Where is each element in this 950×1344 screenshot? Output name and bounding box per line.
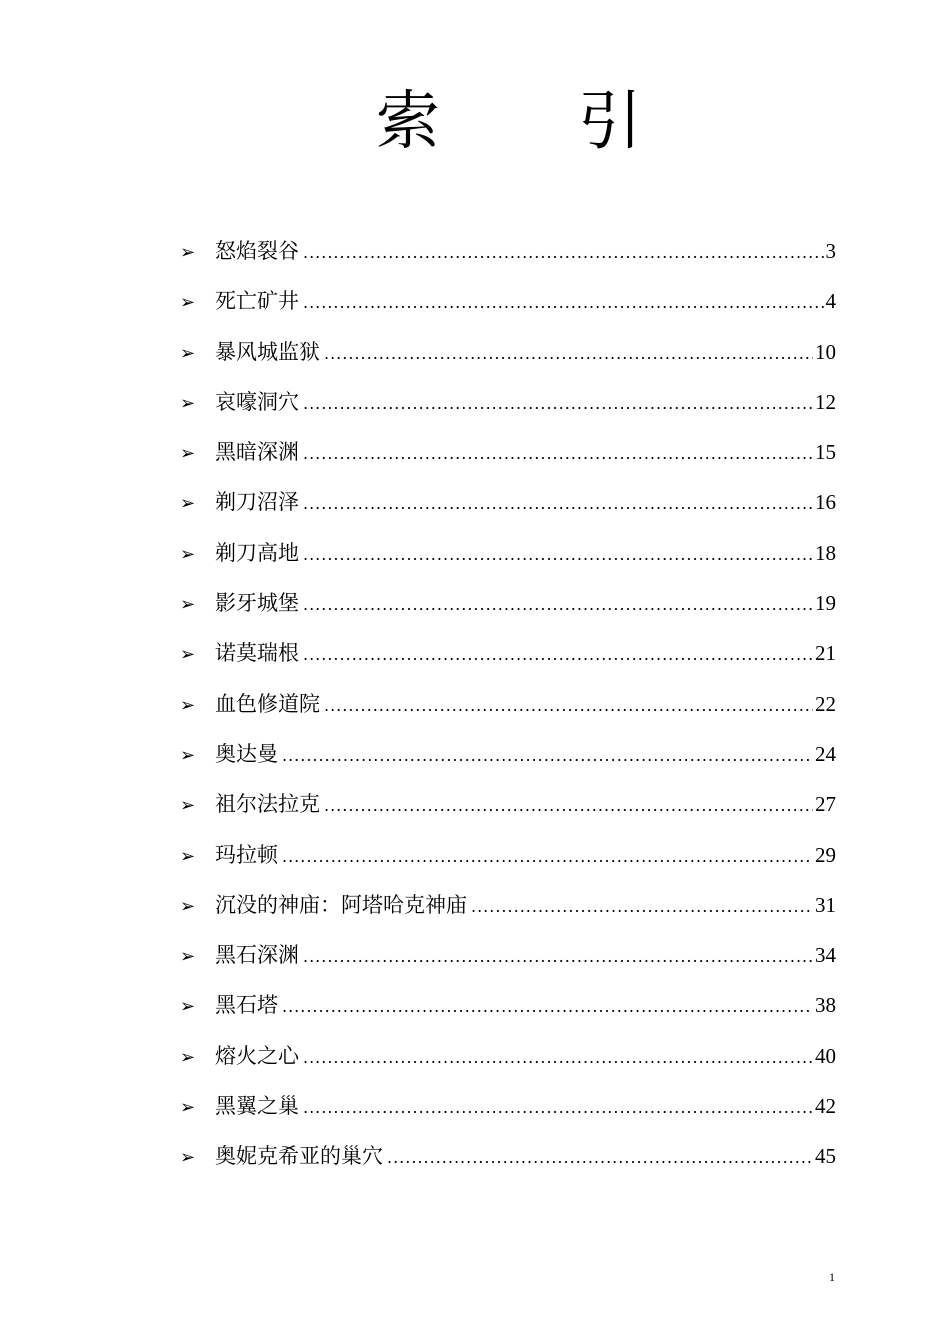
dot-leader: [303, 230, 824, 276]
toc-entry-label: 熔火之心: [215, 1043, 299, 1068]
toc-entry-label: 黑石塔: [215, 993, 278, 1018]
arrow-bullet-icon: ➢: [180, 744, 196, 766]
dot-leader: [303, 582, 813, 628]
toc-entry[interactable]: [180, 479, 836, 529]
toc-entry-page: 45: [815, 1144, 836, 1169]
toc-entry-label: 祖尔法拉克: [215, 792, 320, 817]
dot-leader: [387, 1135, 813, 1181]
toc-entry[interactable]: [180, 530, 836, 580]
toc-entry-label: 黑暗深渊: [215, 440, 299, 465]
arrow-bullet-icon: ➢: [180, 342, 196, 364]
arrow-bullet-icon: ➢: [180, 795, 196, 817]
dot-leader: [303, 431, 813, 477]
dot-leader: [303, 632, 813, 678]
toc-entry-label: 哀嚎洞穴: [215, 389, 299, 414]
toc-entry-label: 奥达曼: [215, 741, 278, 766]
title-char-2: 引: [578, 85, 642, 159]
toc-entry-page: 42: [815, 1094, 836, 1119]
dot-leader: [324, 783, 813, 829]
toc-entry-label: 血色修道院: [215, 691, 320, 716]
toc-entry-page: 31: [815, 892, 836, 917]
dot-leader: [303, 381, 813, 427]
toc-entry-label: 死亡矿井: [215, 289, 299, 314]
toc-entry[interactable]: [180, 731, 836, 781]
arrow-bullet-icon: ➢: [180, 292, 196, 314]
toc-entry-page: 18: [815, 540, 836, 565]
arrow-bullet-icon: ➢: [180, 1147, 196, 1169]
toc-entry[interactable]: [180, 781, 836, 831]
dot-leader: [324, 331, 813, 377]
arrow-bullet-icon: ➢: [180, 543, 196, 565]
arrow-bullet-icon: ➢: [180, 996, 196, 1018]
toc-entry-label: 黑石深渊: [215, 943, 299, 968]
dot-leader: [303, 532, 813, 578]
dot-leader: [282, 733, 813, 779]
toc-entry[interactable]: [180, 379, 836, 429]
dot-leader: [303, 481, 813, 527]
arrow-bullet-icon: ➢: [180, 694, 196, 716]
toc-entry-page: 16: [815, 490, 836, 515]
arrow-bullet-icon: ➢: [180, 644, 196, 666]
toc-entry-page: 3: [825, 239, 836, 263]
arrow-bullet-icon: ➢: [180, 1046, 196, 1068]
dot-leader: [282, 984, 813, 1030]
arrow-bullet-icon: ➢: [180, 845, 196, 867]
toc-entry-page: 12: [815, 389, 836, 414]
arrow-bullet-icon: ➢: [180, 443, 196, 465]
page-number: 1: [829, 1270, 835, 1284]
toc-entry-page: 29: [815, 842, 836, 867]
toc-entry[interactable]: [180, 1133, 836, 1183]
toc-entry-page: 40: [815, 1043, 836, 1068]
arrow-bullet-icon: ➢: [180, 895, 196, 917]
dot-leader: [282, 834, 813, 880]
toc-entry[interactable]: [180, 932, 836, 982]
toc-entry-label: 怒焰裂谷: [215, 239, 299, 263]
dot-leader: [303, 1035, 813, 1081]
arrow-bullet-icon: ➢: [180, 594, 196, 616]
arrow-bullet-icon: ➢: [180, 946, 196, 968]
page-title: [0, 82, 950, 162]
arrow-bullet-icon: ➢: [180, 493, 196, 515]
dot-leader: [324, 683, 813, 729]
toc-entry[interactable]: [180, 278, 836, 328]
toc-entry-page: 27: [815, 792, 836, 817]
toc-entry[interactable]: [180, 681, 836, 731]
arrow-bullet-icon: ➢: [180, 1097, 196, 1119]
toc-entry-label: 玛拉顿: [215, 842, 278, 867]
toc-entry-page: 10: [815, 339, 836, 364]
toc-entry[interactable]: [180, 982, 836, 1032]
toc-entry-label: 影牙城堡: [215, 591, 299, 616]
arrow-bullet-icon: ➢: [180, 392, 196, 414]
title-char-1: 索: [376, 85, 440, 159]
toc-entry-label: 黑翼之巢: [215, 1094, 299, 1119]
dot-leader: [471, 884, 813, 930]
toc-entry[interactable]: [180, 1033, 836, 1083]
dot-leader: [303, 1085, 813, 1131]
toc-entry-page: 24: [815, 741, 836, 766]
toc-entry-page: 38: [815, 993, 836, 1018]
toc-entry-label: 剃刀高地: [215, 540, 299, 565]
dot-leader: [303, 934, 813, 980]
toc-entry[interactable]: [180, 630, 836, 680]
toc-entry-page: 15: [815, 440, 836, 465]
toc-entry-label: 诺莫瑞根: [215, 641, 299, 666]
toc-entry[interactable]: [180, 580, 836, 630]
toc-entry-label: 奥妮克希亚的巢穴: [215, 1144, 383, 1169]
toc-entry[interactable]: [180, 882, 836, 932]
toc-entry[interactable]: [180, 832, 836, 882]
toc-entry-page: 19: [815, 591, 836, 616]
toc-entry-page: 34: [815, 943, 836, 968]
arrow-bullet-icon: ➢: [180, 242, 196, 263]
toc-entry[interactable]: [180, 429, 836, 479]
toc-entry-page: 21: [815, 641, 836, 666]
toc-entry[interactable]: [180, 228, 836, 278]
table-of-contents: [180, 228, 836, 1184]
toc-entry-label: 暴风城监狱: [215, 339, 320, 364]
toc-entry[interactable]: [180, 329, 836, 379]
toc-entry-label: 沉没的神庙：阿塔哈克神庙: [215, 892, 467, 917]
toc-entry-label: 剃刀沼泽: [215, 490, 299, 515]
dot-leader: [303, 280, 824, 326]
toc-entry-page: 4: [825, 289, 836, 314]
toc-entry[interactable]: [180, 1083, 836, 1133]
toc-entry-page: 22: [815, 691, 836, 716]
